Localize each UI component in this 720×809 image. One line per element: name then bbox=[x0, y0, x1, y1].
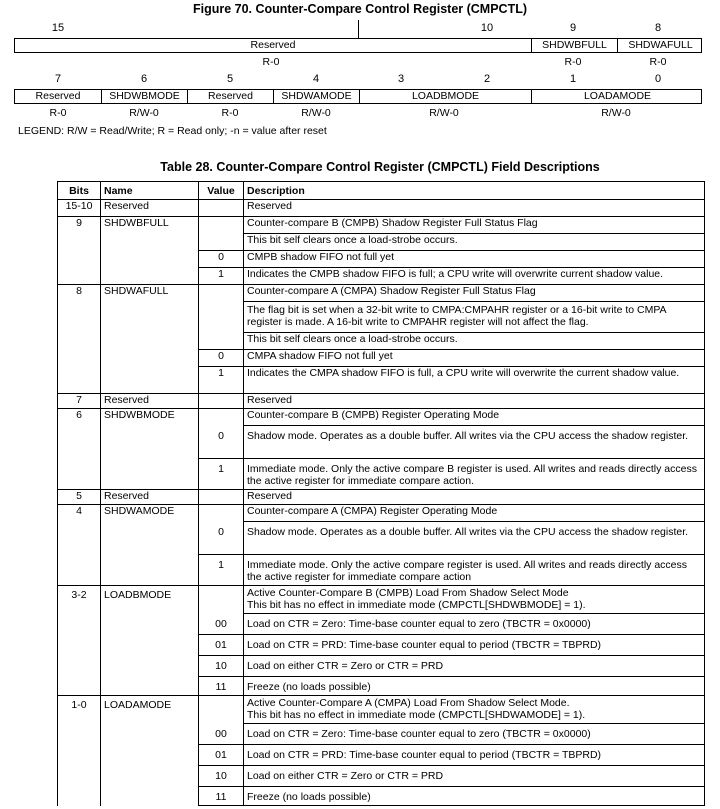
cell-description: Load on either CTR = Zero or CTR = PRD bbox=[244, 766, 705, 787]
field-loadamode: LOADAMODE bbox=[531, 90, 703, 103]
field-descriptions-table bbox=[57, 181, 705, 806]
cell-name: LOADBMODE bbox=[101, 586, 199, 696]
cell-description: Immediate mode. Only the active compare B register is used. All writes and reads directly access the active register for immediate compare action. bbox=[244, 459, 705, 490]
loadbmode-note: This bit has no effect in immediate mode (CMPCTL[SHDWBMODE] = 1). bbox=[247, 599, 586, 611]
header-bits: Bits bbox=[58, 182, 101, 200]
cell-value: 01 bbox=[199, 635, 244, 656]
cell-value: 1 bbox=[199, 367, 244, 394]
cell-description: Load on CTR = PRD: Time-base counter equal to period (TBCTR = TBPRD) bbox=[244, 635, 705, 656]
header-value: Value bbox=[199, 182, 244, 200]
access-loadbmode: R/W-0 bbox=[429, 107, 459, 119]
cell-name: SHDWBMODE bbox=[101, 409, 199, 490]
field-shdwafull: SHDWAFULL bbox=[617, 39, 703, 52]
cell-bits: 8 bbox=[58, 285, 101, 394]
header-description: Description bbox=[244, 182, 705, 200]
cell-value: 1 bbox=[199, 268, 244, 285]
access-shdwbfull: R-0 bbox=[564, 56, 582, 68]
cell-value: 0 bbox=[199, 350, 244, 367]
bit-label-0: 0 bbox=[654, 73, 662, 85]
register-row-upper bbox=[14, 38, 702, 53]
cell-description: Load on CTR = Zero: Time-base counter equal to zero (TBCTR = 0x0000) bbox=[244, 724, 705, 745]
cell-description: This bit self clears once a load-strobe occurs. bbox=[244, 234, 705, 251]
cell-bits: 4 bbox=[58, 505, 101, 586]
cell-description: Shadow mode. Operates as a double buffer. All writes via the CPU access the shadow register. bbox=[244, 522, 705, 555]
cell-value bbox=[199, 409, 244, 426]
cell-description: Counter-compare B (CMPB) Register Operating Mode bbox=[244, 409, 705, 426]
cell-bits: 1-0 bbox=[58, 696, 101, 806]
bit-label-1: 1 bbox=[569, 73, 577, 85]
loadamode-title: Active Counter-Compare A (CMPA) Load From Shadow Select Mode. bbox=[247, 697, 570, 709]
field-reserved-15-10: Reserved bbox=[250, 39, 296, 51]
cell-bits: 3-2 bbox=[58, 586, 101, 696]
cell-name: SHDWAFULL bbox=[101, 285, 199, 394]
legend: LEGEND: R/W = Read/Write; R = Read only; -n = value after reset bbox=[18, 125, 327, 137]
access-reserved-15-10: R-0 bbox=[262, 56, 280, 68]
field-shdwbmode: SHDWBMODE bbox=[101, 90, 187, 103]
table-row bbox=[58, 285, 705, 302]
cell-value: 01 bbox=[199, 745, 244, 766]
cell-value bbox=[199, 200, 244, 217]
loadamode-note: This bit has no effect in immediate mode (CMPCTL[SHDWAMODE] = 1). bbox=[247, 709, 586, 721]
loadbmode-title: Active Counter-Compare B (CMPB) Load From Shadow Select Mode bbox=[247, 587, 569, 599]
cell-bits: 5 bbox=[58, 490, 101, 505]
cell-name: SHDWAMODE bbox=[101, 505, 199, 586]
figure-title: Figure 70. Counter-Compare Control Register (CMPCTL) bbox=[192, 2, 528, 16]
table-title: Table 28. Counter-Compare Control Register (CMPCTL) Field Descriptions bbox=[160, 160, 600, 174]
cell-description: Load on either CTR = Zero or CTR = PRD bbox=[244, 656, 705, 677]
bit-label-5: 5 bbox=[226, 73, 234, 85]
cell-value: 0 bbox=[199, 426, 244, 459]
access-reserved-7: R-0 bbox=[49, 107, 67, 119]
cell-description: Counter-compare A (CMPA) Register Operating Mode bbox=[244, 505, 705, 522]
access-loadamode: R/W-0 bbox=[601, 107, 631, 119]
cell-description: Freeze (no loads possible) bbox=[244, 787, 705, 806]
cell-value bbox=[199, 394, 244, 409]
cell-value: 00 bbox=[199, 724, 244, 745]
cell-name: Reserved bbox=[101, 200, 199, 217]
cell-description: Reserved bbox=[244, 200, 705, 217]
cell-value: 10 bbox=[199, 766, 244, 787]
cell-description: Shadow mode. Operates as a double buffer. All writes via the CPU access the shadow register. bbox=[244, 426, 705, 459]
access-shdwamode: R/W-0 bbox=[301, 107, 331, 119]
cell-value bbox=[199, 302, 244, 333]
table-header-row bbox=[58, 182, 705, 200]
cell-value bbox=[199, 285, 244, 302]
cell-value: 11 bbox=[199, 787, 244, 806]
field-reserved-7: Reserved bbox=[35, 90, 81, 102]
cell-name: Reserved bbox=[101, 394, 199, 409]
cell-description: Immediate mode. Only the active compare register is used. All writes and reads directly access the active register for immediate compare action bbox=[244, 555, 705, 586]
bit-label-15: 15 bbox=[51, 22, 65, 34]
cell-description: CMPA shadow FIFO not full yet bbox=[244, 350, 705, 367]
cell-value: 1 bbox=[199, 459, 244, 490]
bit-label-6: 6 bbox=[140, 73, 148, 85]
cell-bits: 6 bbox=[58, 409, 101, 490]
cell-name: LOADAMODE bbox=[101, 696, 199, 806]
cell-value bbox=[199, 505, 244, 522]
field-shdwamode: SHDWAMODE bbox=[273, 90, 359, 103]
cell-description: Indicates the CMPA shadow FIFO is full, a CPU write will overwrite the current shadow value. bbox=[244, 367, 705, 394]
cell-bits: 15-10 bbox=[58, 200, 101, 217]
cell-value bbox=[199, 234, 244, 251]
cell-name: Reserved bbox=[101, 490, 199, 505]
bit-divider bbox=[358, 20, 359, 38]
cell-description: Load on CTR = PRD: Time-base counter equal to period (TBCTR = TBPRD) bbox=[244, 745, 705, 766]
cell-name: SHDWBFULL bbox=[101, 217, 199, 285]
table-row bbox=[58, 217, 705, 234]
header-name: Name bbox=[101, 182, 199, 200]
table-row bbox=[58, 490, 705, 505]
bit-label-2: 2 bbox=[483, 73, 491, 85]
cell-description: Reserved bbox=[244, 394, 705, 409]
table-row bbox=[58, 586, 705, 614]
bit-label-7: 7 bbox=[54, 73, 62, 85]
table-row bbox=[58, 394, 705, 409]
cell-value bbox=[199, 490, 244, 505]
table-row bbox=[58, 505, 705, 522]
cell-value: 0 bbox=[199, 251, 244, 268]
cell-description: The flag bit is set when a 32-bit write to CMPA:CMPAHR register or a 16-bit write to CMPA register is made. A 16-bit write to CMPAHR register will not affect the flag. bbox=[244, 302, 705, 333]
bit-label-4: 4 bbox=[312, 73, 320, 85]
cell-description: This bit self clears once a load-strobe occurs. bbox=[244, 333, 705, 350]
access-shdwafull: R-0 bbox=[649, 56, 667, 68]
bit-label-9: 9 bbox=[569, 22, 577, 34]
field-loadbmode: LOADBMODE bbox=[359, 90, 531, 103]
cell-value: 1 bbox=[199, 555, 244, 586]
cell-value: 0 bbox=[199, 522, 244, 555]
cell-description: Reserved bbox=[244, 490, 705, 505]
table-row bbox=[58, 409, 705, 426]
cell-description: Load on CTR = Zero: Time-base counter equal to zero (TBCTR = 0x0000) bbox=[244, 614, 705, 635]
cell-value bbox=[199, 586, 244, 614]
cell-description: CMPB shadow FIFO not full yet bbox=[244, 251, 705, 268]
register-row-lower bbox=[14, 89, 702, 104]
bit-label-8: 8 bbox=[654, 22, 662, 34]
field-reserved-5: Reserved bbox=[187, 90, 273, 103]
cell-description: Counter-compare A (CMPA) Shadow Register Full Status Flag bbox=[244, 285, 705, 302]
cell-description bbox=[244, 586, 705, 614]
cell-value bbox=[199, 333, 244, 350]
cell-value bbox=[199, 217, 244, 234]
cell-value: 11 bbox=[199, 677, 244, 696]
cell-description: Indicates the CMPB shadow FIFO is full; a CPU write will overwrite current shadow value. bbox=[244, 268, 705, 285]
bit-label-10: 10 bbox=[480, 22, 494, 34]
cell-value: 10 bbox=[199, 656, 244, 677]
table-row bbox=[58, 696, 705, 724]
access-reserved-5: R-0 bbox=[221, 107, 239, 119]
access-shdwbmode: R/W-0 bbox=[129, 107, 159, 119]
cell-bits: 9 bbox=[58, 217, 101, 285]
cell-value: 00 bbox=[199, 614, 244, 635]
cell-description: Counter-compare B (CMPB) Shadow Register Full Status Flag bbox=[244, 217, 705, 234]
cell-value bbox=[199, 696, 244, 724]
table-row bbox=[58, 200, 705, 217]
cell-description: Freeze (no loads possible) bbox=[244, 677, 705, 696]
cell-bits: 7 bbox=[58, 394, 101, 409]
bit-label-3: 3 bbox=[397, 73, 405, 85]
cell-description bbox=[244, 696, 705, 724]
field-shdwbfull: SHDWBFULL bbox=[531, 39, 617, 52]
